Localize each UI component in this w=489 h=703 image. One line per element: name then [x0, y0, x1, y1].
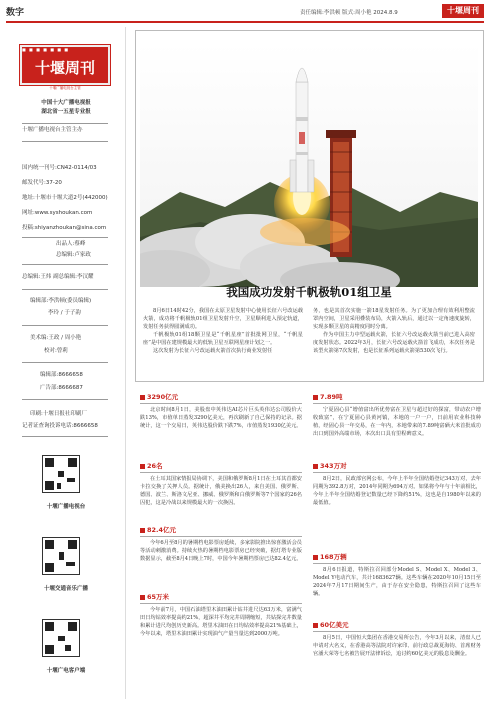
bullet-square-icon [313, 623, 318, 628]
news-text: 北京时间8月1日，美股盘中英伟达AI芯片巨头英伟达公司股价大跌13%，市值单日蒸发3290亿美元，再次刷新了自己保持的记录。据统计，这一个交易日，英伟达股价跌下跌7%，市值蒸发1930亿美元。 [140, 406, 302, 429]
divider [22, 141, 108, 142]
header-logo: 十堰周刊 [442, 4, 484, 18]
news-item [313, 620, 481, 658]
bullet-square-icon [313, 464, 318, 469]
article-paragraph: 作为中国主力中型运载火箭，长征六号改运载火箭当前已进入高密度发射状态。2022年3月，长征六号改运载火箭首飞成功，本次任务是该型火箭第7次发射，也是长征系列运载火箭第530次飞行。 [313, 332, 475, 355]
bullet-square-icon [313, 555, 318, 560]
editor-meta: 责任编辑:李洪顿 版式:周小艳 2024.8.9 [300, 10, 398, 16]
divider [22, 289, 108, 290]
printer-line: 记者证查询投诉电话:8666658 [22, 423, 98, 429]
staff-line: 校对:曾莉 [44, 348, 68, 354]
news-text: 今年6月至8月的暑期档电影票房延续，多家影院推出惊喜激活会员等活动刺激消费。持续火热的暑期档电影票房已经突破，据灯塔专业版数据显示，截至8月4日晚上7时，中国今年暑期档票房已达82.4亿元。 [140, 539, 302, 562]
phone-line: 广告部:8666687 [40, 385, 83, 391]
printer-line: 印刷:十堰日报社印刷厂 [30, 411, 87, 417]
divider [22, 264, 108, 265]
article-left-column [143, 307, 303, 355]
article-paragraph: 务，也是其首次实施一箭18星发射任务。为了更加合理有效利用整流罩内空间，卫星采用叠装布局，火箭入轨后，通过以一定角速度旋转，实现多颗卫星的高精度同时分离。 [313, 308, 475, 331]
news-title: 82.4亿元 [140, 525, 302, 534]
divider [140, 603, 302, 604]
news-text: 在土耳其国家情报局协调下，美国和俄罗斯8月1日在土耳其首都安卡拉交换了关押人员。据统计，俄美换出26人，来自美国、俄罗斯、德国、波兰、斯洛文尼亚、挪威、俄罗斯和白俄罗斯等7个国家的26名囚犯，这是冷战以来规模最大的一次换囚。 [140, 475, 302, 506]
news-title: 7.89吨 [313, 392, 481, 401]
news-title: 26名 [140, 461, 302, 470]
news-item [140, 592, 302, 638]
qr-code-icon [42, 537, 80, 575]
news-text: 8月2日，民政部官网公布，今年上半年全国结婚登记343万对，去年同期为392.8万对，2014年同期为694万对。如果将今年与十年前相比，今年上半年全国结婚登记数量已经下降约51%，这也是自1980年以来的最低值。 [313, 475, 481, 506]
news-text: 今年前7月，中国石油塔里木油田累计钻井进尺达63万米，富满气田日均钻效率提高约21%，超深井平均完井周期缩短，共钻探完井数量和累计进尺均创历史新高。塔里木油田在日均钻效率提高21%基础上，今年以来，塔里木油田累计实现油气产量当量达到2000万吨。 [140, 606, 302, 637]
staff-line: 美术编:王政 / 周小艳 [30, 335, 82, 341]
news-item [313, 552, 481, 598]
bullet-square-icon [140, 464, 145, 469]
owner: 十堰广播电视台主管主办 [22, 127, 83, 133]
tagline-2: 湖北省一五星专业报 [41, 109, 91, 115]
divider [22, 123, 108, 124]
info-line: 网址:www.syshoukan.com [22, 210, 93, 216]
qr-code-icon [42, 619, 80, 657]
bullet-square-icon [313, 395, 318, 400]
rocket-launch-photo [140, 42, 478, 287]
qr-label: 十堰广电客户端 [46, 668, 86, 674]
top-bar [0, 0, 489, 22]
news-title: 168万辆 [313, 552, 481, 561]
news-text: 8月6日报道，特斯拉召回部分Model S、Model X、Model 3、Model Y电动汽车，共计1683627辆。这些车辆在2020年10月15日至2024年7月17日期间生产，由于存在安全隐患，特斯拉召回了这些车辆。 [313, 566, 481, 597]
news-item [313, 392, 481, 438]
qr-label: 十堰广播电视台 [46, 504, 86, 510]
news-text: 宁夏固心县“增值富出所优势富在卫星与超过好的探富，带动农户增收致富”，在宁夏固心县黄河镇，本地的一户一户，日前用农业科技种植，经固心县一年交易，在一年内，本地带来的7.89吨富硒大米首批成功出口到国外高端市场，本次出口具有里程碑意义。 [313, 406, 481, 437]
tagline-1: 中国十大广播电视报 [41, 100, 91, 106]
news-title: 343万对 [313, 461, 481, 470]
news-title: 3290亿元 [140, 392, 302, 401]
news-title: 65万米 [140, 592, 302, 601]
divider [140, 403, 302, 404]
divider [313, 563, 481, 564]
divider [22, 237, 108, 238]
staff-line: 出品人:蔡峰 [56, 241, 86, 247]
article-right-column [313, 307, 475, 355]
article-paragraph: 这次发射为长征六号改运载火箭首次执行商业发射任 [153, 348, 273, 355]
divider [313, 472, 481, 473]
divider [22, 325, 108, 326]
divider [22, 399, 108, 400]
header-rule [6, 21, 484, 23]
news-item [140, 392, 302, 430]
divider [313, 631, 481, 632]
logo-dots: ■ ■ ■ ■ ■ ■ ■ [22, 47, 70, 52]
staff-line: 总编辑:卢家政 [56, 252, 91, 258]
news-item [140, 525, 302, 563]
article-paragraph: 千帆极轨01组18颗卫星是“千帆星座”首批批网卫星，“千帆星座”是中国在建规模最大的低轨卫星互联网星座计划之一。 [143, 332, 303, 347]
bullet-square-icon [140, 595, 145, 600]
news-title: 60亿美元 [313, 620, 481, 629]
section-label: 数字 [6, 8, 25, 18]
divider [140, 536, 302, 537]
bullet-square-icon [140, 528, 145, 533]
qr-label: 十堰交通音乐广播 [43, 586, 88, 592]
news-item [313, 461, 481, 507]
article-headline: 我国成功发射千帆极轨01组卫星 [226, 285, 392, 299]
article-paragraph: 8月6日14时42分，我国在太原卫星发射中心使用长征六号改运载火箭，成功将千帆极轨01组卫星发射升空，卫星顺利进入预定轨道，发射任务获得圆满成功。 [143, 308, 303, 331]
bullet-square-icon [140, 395, 145, 400]
phone-line: 编辑部:8666658 [40, 372, 83, 378]
info-line: 国内统一刊号:CN42-0114/03 [22, 165, 97, 171]
logo-text: 十堰周刊 [34, 59, 95, 77]
staff-line: 李玲 / 于子韵 [48, 310, 81, 316]
divider [313, 403, 481, 404]
divider [22, 362, 108, 363]
news-item [140, 461, 302, 507]
staff-line: 编辑部:李洪顿(委员编辑) [30, 298, 92, 304]
info-line: 邮发代号:37-20 [22, 180, 62, 186]
divider [140, 472, 302, 473]
news-text: 8月5日，中国恒大集团在香港交易所公告，今年3月以来，清盘人已申请对大名义，在香港高等法院对许家印、前行政总裁夏海钧、首席财务官潘大荣等七名被告展开法律诉讼，追讨约60亿美元的股息及酬金。 [313, 634, 481, 657]
info-line: 投稿:shiyanzhoukan@sina.com [22, 225, 107, 231]
staff-line: 总编辑:王炜 副总编辑:李汉耀 [22, 274, 94, 280]
qr-code-icon [42, 455, 80, 493]
info-line: 地址:十堰市十堰大道2号(442000) [22, 195, 108, 201]
logo-subtitle: 十堰广播电视台主管 [49, 86, 81, 90]
divider [22, 436, 108, 437]
